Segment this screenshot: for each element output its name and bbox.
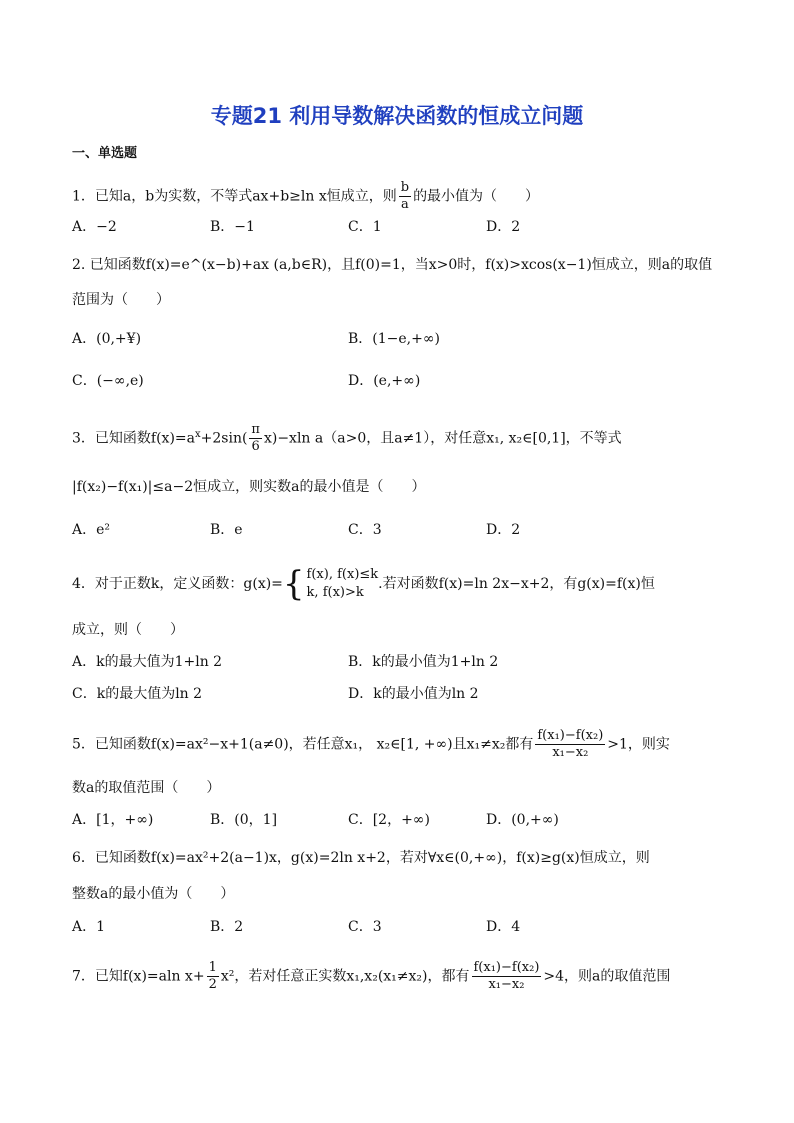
q4-text-a: 4．对于正数k，定义函数：g(x)=	[72, 576, 283, 592]
q4-option-a: A．k的最大值为1+ln 2	[72, 654, 223, 670]
q5-text-a: 5．已知函数f(x)=ax²−x+1(a≠0)，若任意x₁， x₂∈[1, +∞)且x₁≠x₂都有	[72, 736, 534, 753]
q1-option-d: D．2	[486, 219, 521, 235]
fraction-numerator: 1	[208, 960, 217, 975]
q4-piecewise	[283, 566, 378, 602]
question-1-tail: 的最小值为（ ）	[413, 188, 540, 205]
q7-text-c: >4，则a的取值范围	[543, 968, 671, 985]
fraction-numerator: f(x₁)−f(x₂)	[473, 960, 540, 975]
q5-option-c: C．[2，+∞)	[348, 812, 430, 828]
q4-option-b: B．k的最小值为1+ln 2	[348, 654, 499, 670]
fraction-numerator: π	[251, 422, 260, 437]
question-7-line-1	[72, 960, 670, 993]
q7-text-a: 7．已知f(x)=aln x+	[72, 968, 205, 985]
q6-option-c: C．3	[348, 919, 382, 935]
question-4-line-2: 成立，则（ ）	[72, 622, 184, 638]
page-title: 专题21 利用导数解决函数的恒成立问题	[210, 104, 584, 128]
q1-option-a: A．−2	[72, 219, 117, 235]
question-2-line-2: 范围为（ ）	[72, 292, 170, 308]
q2-option-a: A．(0,+¥)	[72, 331, 142, 347]
question-4-line-1	[72, 566, 655, 602]
question-2-line-1: 2. 已知函数f(x)=e^(x−b)+ax (a,b∈R)，且f(0)=1，当x>0时，f(x)>xcos(x−1)恒成立，则a的取值	[72, 257, 713, 273]
fraction-denominator: a	[401, 197, 409, 212]
question-3-line-2: |f(x₂)−f(x₁)|≤a−2恒成立，则实数a的最小值是（ ）	[72, 479, 426, 495]
q3-fraction	[249, 422, 262, 455]
question-6-line-1: 6．已知函数f(x)=ax²+2(a−1)x，g(x)=2ln x+2，若对∀x∈(0,+∞)，f(x)≥g(x)恒成立，则	[72, 850, 650, 866]
question-3-line-1	[72, 422, 622, 455]
q3-superscript: x	[195, 428, 201, 440]
q7-fraction-2	[472, 960, 542, 993]
q5-option-a: A．[1，+∞)	[72, 812, 154, 828]
q3-option-a: A．e²	[72, 522, 111, 538]
fraction-denominator: 2	[208, 977, 217, 992]
q3-text-b: +2sin(	[200, 430, 248, 447]
brace-icon: {	[282, 564, 305, 604]
q4-text-b: .若对函数f(x)=ln 2x−x+2，有g(x)=f(x)恒	[378, 576, 655, 592]
q4-option-c: C．k的最大值为ln 2	[72, 686, 203, 702]
q3-text-c: x)−xln a（a>0，且a≠1），对任意x₁, x₂∈[0,1]，不等式	[263, 430, 622, 447]
q2-option-b: B．(1−e,+∞)	[348, 331, 440, 347]
fraction-numerator: f(x₁)−f(x₂)	[537, 728, 604, 743]
q5-text-b: >1，则实	[607, 736, 670, 753]
q3-text-a: 3．已知函数f(x)=a	[72, 430, 195, 447]
q5-option-b: B．(0，1]	[210, 812, 278, 828]
q3-option-d: D．2	[486, 522, 521, 538]
fraction-denominator: x₁−x₂	[488, 977, 525, 992]
question-1	[72, 180, 539, 213]
question-5-line-2: 数a的取值范围（ ）	[72, 780, 221, 796]
fraction-denominator: 6	[251, 439, 260, 454]
q2-option-c: C．(−∞,e)	[72, 373, 144, 389]
q6-option-a: A．1	[72, 919, 106, 935]
q1-option-c: C．1	[348, 219, 382, 235]
fraction-numerator: b	[400, 180, 410, 195]
q3-option-b: B．e	[210, 522, 243, 538]
q5-option-d: D．(0,+∞)	[486, 812, 559, 828]
question-6-line-2: 整数a的最小值为（ ）	[72, 886, 235, 902]
section-heading: 一、单选题	[72, 146, 138, 161]
q7-text-b: x²，若对任意正实数x₁,x₂(x₁≠x₂)，都有	[220, 968, 470, 985]
question-1-fraction	[399, 180, 411, 213]
q7-fraction-1	[207, 960, 219, 993]
fraction-denominator: x₁−x₂	[552, 745, 589, 760]
q2-option-d: D．(e,+∞)	[348, 373, 421, 389]
q4-case-1: f(x), f(x)≤k	[306, 567, 379, 582]
question-1-text: 1．已知a，b为实数，不等式ax+b≥ln x恒成立，则	[72, 188, 397, 205]
q3-option-c: C．3	[348, 522, 382, 538]
q4-option-d: D．k的最小值为ln 2	[348, 686, 479, 702]
question-5-line-1	[72, 728, 670, 761]
q6-option-d: D．4	[486, 919, 521, 935]
q1-option-b: B．−1	[210, 219, 255, 235]
q6-option-b: B．2	[210, 919, 244, 935]
q5-fraction	[535, 728, 605, 761]
q4-case-2: k, f(x)>k	[306, 585, 364, 600]
